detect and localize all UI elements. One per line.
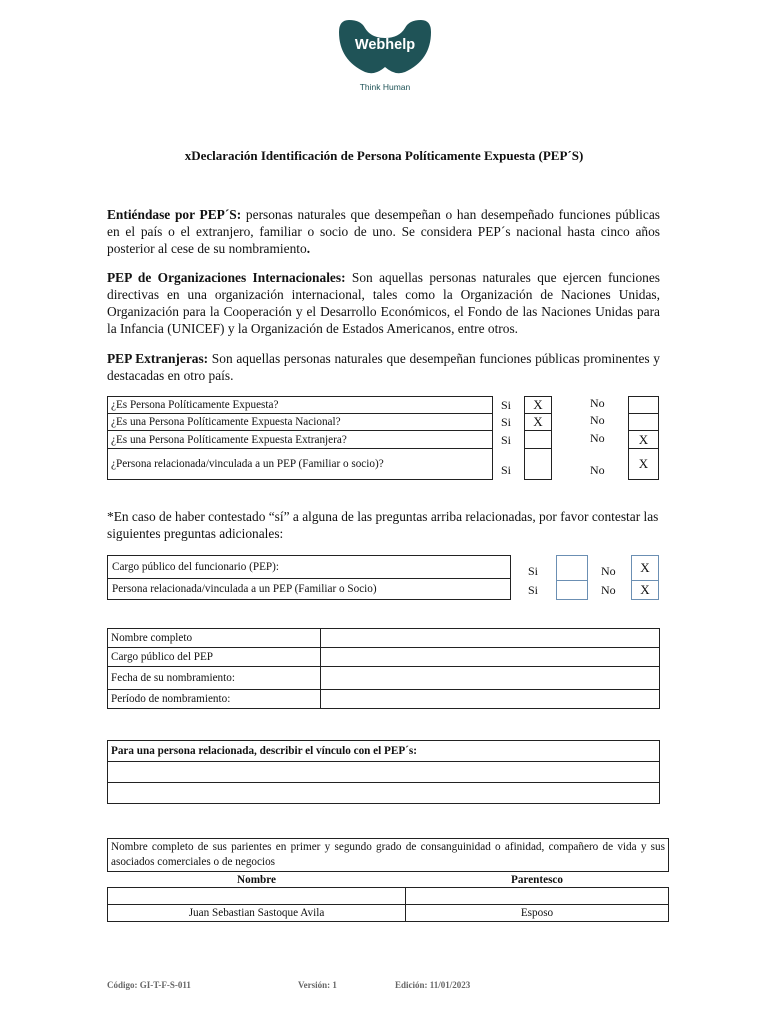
table-row [108,667,660,690]
question-row: ¿Persona relacionada/vinculada a un PEP (Familiar o socio)? [107,448,493,480]
relative-relation[interactable] [406,888,669,905]
relationship-line[interactable] [108,762,660,783]
definition-pep [107,206,660,257]
definition-foreign-text: Son aquellas personas naturales que desempeñan funciones públicas prominentes y destacadas en otro país. [107,351,660,383]
detail-label: Nombre completo [108,629,321,648]
definition-pep-text: personas naturales que desempeñan o han desempeñado funciones públicas en el país o el extranjero, familiar o socio de uno. Se considera PEP´s nacional hasta cinco años posterior al cese de su nombramiento [107,207,660,256]
relatives-intro: Nombre completo de sus parientes en primer y segundo grado de consanguinidad o afinidad, compañero de vida y sus asociados comerciales o de negocios [108,839,669,872]
si-checkbox[interactable]: X [524,396,552,414]
pep-details-table [107,628,660,709]
detail-value[interactable] [321,629,660,648]
additional-question-row: Persona relacionada/vinculada a un PEP (Familiar o Socio) [107,578,511,600]
si-label: Si [501,433,512,447]
relative-name[interactable] [108,888,406,905]
si-checkbox[interactable] [556,580,588,600]
question-row: ¿Es Persona Políticamente Expuesta? [107,396,493,414]
logo-wordmark: Webhelp [354,37,416,53]
detail-label: Fecha de su nombramiento: [108,667,321,690]
no-label: No [590,396,605,410]
no-label: No [590,431,605,445]
table-row [108,905,669,922]
no-label: No [590,463,605,477]
webhelp-logo [339,20,431,100]
si-label: Si [501,415,512,429]
footer-edition: Edición: 11/01/2023 [395,980,471,990]
footer-version: Versión: 1 [298,980,337,990]
relatives-table [107,838,669,922]
si-checkbox[interactable] [524,430,552,449]
relationship-header: Para una persona relacionada, describir el vínculo con el PEP´s: [108,741,660,762]
relationship-line[interactable] [108,783,660,804]
no-label: No [601,564,616,578]
additional-question-row: Cargo público del funcionario (PEP): [107,555,511,579]
column-header-name: Nombre [108,872,406,888]
table-row [108,888,669,905]
no-checkbox[interactable] [628,396,659,414]
question-row: ¿Es una Persona Políticamente Expuesta Extranjera? [107,430,493,449]
si-checkbox[interactable] [556,555,588,581]
logo-tagline: Think Human [359,82,411,92]
no-checkbox[interactable]: X [628,430,659,449]
detail-value[interactable] [321,690,660,709]
detail-value[interactable] [321,648,660,667]
table-row [108,690,660,709]
column-header-relation: Parentesco [406,872,669,888]
si-label: Si [501,398,512,412]
no-checkbox[interactable] [628,413,659,431]
relative-relation[interactable]: Esposo [406,905,669,922]
no-label: No [601,583,616,597]
no-checkbox[interactable]: X [631,580,659,600]
definition-pep-term: Entiéndase por PEP´S: [107,207,242,222]
table-row [108,629,660,648]
si-label: Si [501,463,512,477]
si-label: Si [528,583,539,597]
table-row [108,741,660,762]
additional-questions-note: *En caso de haber contestado “sí” a alguna de las preguntas arriba relacionadas, por favor contestar las siguientes preguntas adicionales: [107,509,659,541]
table-row [108,648,660,667]
footer-code: Código: GI-T-F-S-011 [107,980,191,990]
detail-value[interactable] [321,667,660,690]
question-row: ¿Es una Persona Políticamente Expuesta Nacional? [107,413,493,431]
si-checkbox[interactable]: X [524,413,552,431]
si-label: Si [528,564,539,578]
detail-label: Período de nombramiento: [108,690,321,709]
relative-name[interactable]: Juan Sebastian Sastoque Avila [108,905,406,922]
document-title: xDeclaración Identificación de Persona Políticamente Expuesta (PEP´S) [184,148,584,163]
definition-pep-foreign [107,350,660,384]
no-checkbox[interactable]: X [628,448,659,480]
table-row [108,762,660,783]
detail-label: Cargo público del PEP [108,648,321,667]
table-row [108,783,660,804]
no-checkbox[interactable]: X [631,555,659,581]
table-header-row [108,872,669,888]
definition-pep-end: . [306,241,311,256]
table-row [108,839,669,872]
definition-pep-international [107,269,660,337]
definition-foreign-term: PEP Extranjeras: [107,351,209,366]
definition-international-term: PEP de Organizaciones Internacionales: [107,270,346,285]
definition-international-text: Son aquellas personas naturales que ejercen funciones directivas en una organización internacional, tales como la Organización de Naciones Unidas, Organización para la Cooperación y el Desarrollo Económicos, el Fondo de las Naciones Unidas para la Infancia (UNICEF) y la Organización de Estados Americanos, entre otros. [107,270,661,336]
si-checkbox[interactable] [524,448,552,480]
no-label: No [590,413,605,427]
relationship-table [107,740,660,804]
